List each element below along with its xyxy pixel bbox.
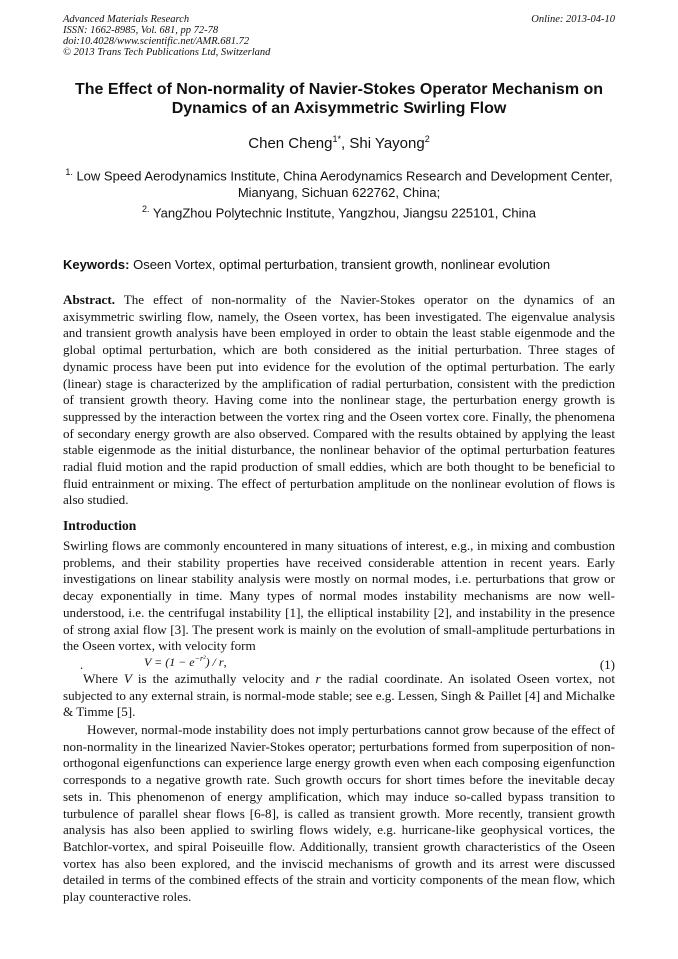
section-heading-introduction: Introduction (63, 518, 137, 533)
abstract-text: The effect of non-normality of the Navier-Stokes operator on the dynamics of an axisymmetric swirling flow, namely, the Oseen vortex, has been investigated. The eigenvalue analysis and transient growth analysis have been employed in order to obtain the least stable eigenmode and the global optimal perturbation, which are both considered as the initial perturbation. Three stages of dynamic process have been put into evidence for the evolution of the optimal perturbation. The early (linear) stage is characterized by the amplification of radial perturbation, consistent with the prediction of transient growth theory. Having come into the nonlinear stage, the perturbation energy growth is suppressed by the interaction between the vortex ring and the Oseen vortex core. Finally, the phenomena of secondary energy growth are also observed. Compared with the results obtained by applying the least stable eigenmode as the initial disturbance, the nonlinear behavior of the optimal perturbation features radial fluid motion and the rapid production of small eddies, which are both thought to be beneficial to fluid entrainment or mixing. The effect of perturbation amplitude on the nonlinear evolution of flows is also studied. (63, 292, 615, 508)
equation-formula-tail: ) / r (205, 655, 224, 669)
intro-p2-end: the radial coordinate. An isolated Oseen vortex, not subjected to any external strain, is normal-mode stable; see e.g. Lessen, Singh & Paillet [4] and Michalke & Timme [5]. (63, 671, 615, 720)
affiliation-1 (63, 164, 615, 201)
abstract-label: Abstract. (63, 292, 115, 307)
equation-formula-head: V = (1 − e (144, 655, 195, 669)
equation-formula (144, 654, 227, 670)
intro-p2-start: Where (83, 671, 124, 686)
intro-paragraph-2 (63, 671, 615, 721)
copyright-line: © 2013 Trans Tech Publications Ltd, Switzerland (63, 47, 271, 58)
affiliation-2-text: YangZhou Polytechnic Institute, Yangzhou, Jiangsu 225101, China (149, 205, 536, 221)
equation-dot: . (80, 658, 84, 672)
online-date: Online: 2013-04-10 (531, 14, 615, 25)
author-1: Chen Cheng (248, 135, 333, 152)
affiliation-1-text: Low Speed Aerodynamics Institute, China Aerodynamics Research and Development Center, Mianyang, Sichuan 622762, China; (72, 168, 613, 201)
issn-line: ISSN: 1662-8985, Vol. 681, pp 72-78 (63, 25, 219, 36)
title-line-1: The Effect of Non-normality of Navier-Stokes Operator Mechanism on (74, 81, 604, 98)
author-separator: , (341, 135, 350, 152)
keywords-label: Keywords: (63, 257, 130, 272)
doi-line: doi:10.4028/www.scientific.net/AMR.681.72 (63, 36, 250, 47)
equation-1 (63, 654, 615, 672)
author-list (63, 134, 615, 152)
paper-title (63, 80, 615, 118)
variable-r: r (315, 671, 321, 686)
author-1-marker: 1* (332, 134, 342, 144)
abstract (63, 292, 615, 509)
keywords-text: Oseen Vortex, optimal perturbation, transient growth, nonlinear evolution (129, 257, 551, 272)
affiliation-2 (63, 201, 615, 221)
equation-comma: , (223, 655, 227, 669)
affiliation-1-marker: 1. (65, 167, 73, 177)
intro-p2-mid: is the azimuthally velocity and (131, 671, 316, 686)
author-2-marker: 2 (424, 134, 430, 144)
journal-name: Advanced Materials Research (63, 14, 190, 25)
intro-paragraph-1: Swirling flows are commonly encountered in many situations of interest, e.g., in mixing and combustion problems, and their stability properties have received considerable attention in recent years. Early investigations on linear stability analysis were mostly on normal modes, i.e. perturbations that grow or decay exponentially in time. Many types of normal modes instability mechanisms are now well-understood, i.e. the centrifugal instability [1], the elliptical instability [2], and instability in the presence of strong axial flow [3]. The present work is mainly on the evolution of small-amplitude perturbations in the Oseen vortex, with velocity form (63, 538, 615, 654)
journal-header (63, 14, 615, 58)
variable-v: V (123, 671, 132, 686)
intro-paragraph-3: However, normal-mode instability does not imply perturbations cannot grow because of the effect of non-normality in the linearized Navier-Stokes operator; perturbations formed from superposition of non-orthogonal eigenfunctions can experience large energy growth even when each composing eigenfunction corresponds to a negative growth rate. Such growth occurs for short times before the inevitable decay sets in. This phenomenon of energy amplification, which may induce so-called bypass transition to turbulence of parallel shear flows [6-8], is called as transient growth. More recently, transient growth analysis has also been applied to swirling flows widely, e.g. hurricane-like geophysical vortices, the Batchlor-vortex, and spiral Poiseuille flow. Additionally, transient growth characteristics of the Oseen vortex has also been explored, and the inviscid mechanisms of growth and its arrest were discussed detailed in terms of the combined effects of the strain and vorticity components of the mean flow, which play counteractive roles. (63, 722, 615, 905)
affiliation-2-marker: 2. (142, 204, 150, 214)
title-line-2: Dynamics of an Axisymmetric Swirling Flow (171, 100, 507, 117)
author-2: Shi Yayong (349, 135, 425, 152)
keywords (63, 257, 615, 272)
equation-exponent: −r² (194, 654, 206, 663)
equation-number: (1) (599, 657, 615, 672)
